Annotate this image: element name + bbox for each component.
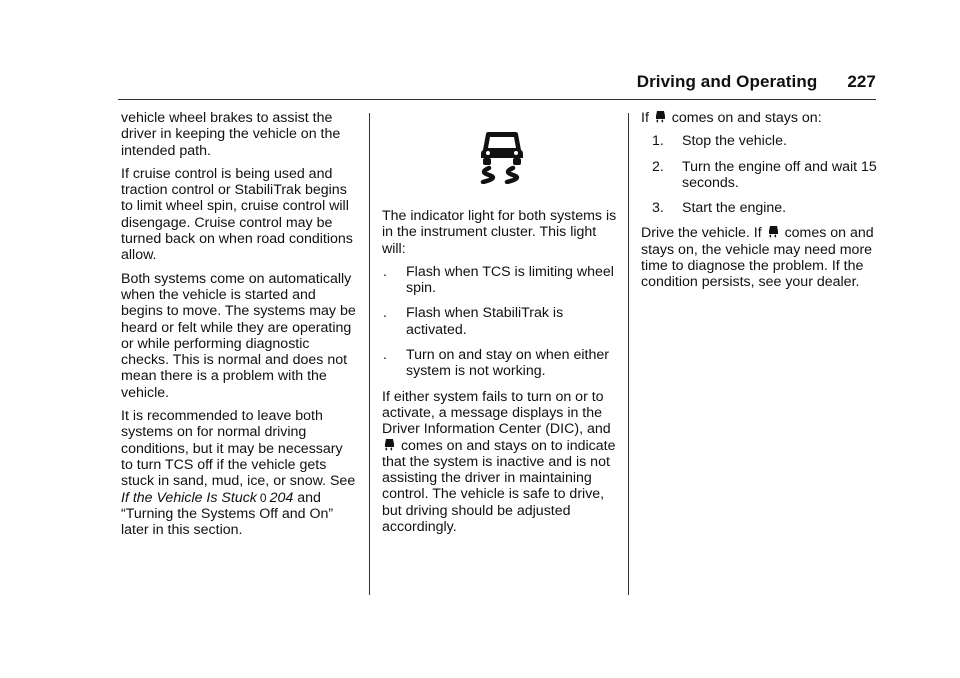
paragraph: vehicle wheel brakes to assist the driver in keeping the vehicle on the intended path. — [121, 110, 341, 159]
bullet-marker: . — [383, 347, 387, 364]
page-ref-symbol: 0 — [259, 490, 267, 505]
cross-reference-page: 204 — [269, 489, 294, 506]
list-item — [641, 159, 877, 192]
step-number: 2. — [652, 158, 664, 175]
column-left — [121, 110, 357, 545]
cross-reference-link[interactable]: If the Vehicle Is Stuck — [121, 489, 257, 506]
list-item-text: Flash when StabiliTrak is activated. — [406, 305, 564, 338]
paragraph — [382, 389, 618, 536]
paragraph-text: It is recommended to leave both systems on for normal driving conditions, but it may be necessary to turn TCS off if the vehicle gets stuck in sand, mud, ice, or snow. See — [121, 408, 356, 490]
list-item — [382, 264, 618, 297]
list-item — [382, 305, 618, 338]
paragraph — [641, 225, 877, 290]
list-item-text: Turn on and stay on when either system is not working. — [406, 347, 609, 380]
paragraph-text: If either system fails to turn on or to activate, a message displays in the Driver Information Center (DIC), and — [382, 388, 611, 438]
bullet-marker: . — [383, 263, 387, 280]
bullet-marker: . — [383, 305, 387, 322]
header-rule — [118, 99, 876, 100]
paragraph-text: comes on and stays on: — [671, 110, 822, 126]
paragraph — [121, 408, 357, 538]
paragraph: If cruise control is being used and traction control or StabiliTrak begins to limit wheel spin, cruise control will disengage. Cruise control may be turned back on when road conditions allow. — [121, 165, 353, 264]
column-right — [641, 110, 877, 298]
paragraph-text: and “Turning the Systems Off and On” later in this section. — [121, 489, 334, 539]
list-item — [641, 133, 877, 149]
column-middle — [382, 110, 618, 542]
step-text: Stop the vehicle. — [682, 133, 787, 150]
paragraph: The indicator light for both systems is in the instrument cluster. This light will: — [382, 208, 617, 257]
page-header — [637, 72, 876, 92]
step-number: 1. — [652, 133, 664, 150]
list-item — [382, 347, 618, 380]
traction-control-off-icon — [768, 225, 779, 238]
column-divider-1 — [369, 113, 370, 595]
section-title: Driving and Operating — [636, 72, 818, 91]
traction-control-off-icon — [384, 438, 395, 451]
list-item-text: Flash when TCS is limiting wheel spin. — [406, 263, 614, 297]
paragraph-text: comes on and stays on, the vehicle may need more time to diagnose the problem. If the condition persists, see your dealer. — [641, 225, 874, 291]
column-divider-2 — [628, 113, 629, 595]
paragraph-text: If — [641, 110, 649, 126]
paragraph — [641, 110, 877, 126]
paragraph-text: comes on and stays on to indicate that the system is inactive and is not assisting the driver in maintaining control. The vehicle is safe to drive, but driving should be adjusted accordingly. — [382, 437, 616, 536]
traction-control-skid-icon — [477, 130, 527, 184]
list-item — [641, 200, 877, 216]
step-text: Start the engine. — [682, 200, 787, 217]
paragraph-text: Drive the vehicle. If — [641, 225, 762, 242]
step-number: 3. — [652, 200, 664, 217]
traction-control-off-icon — [655, 110, 666, 123]
step-text: Turn the engine off and wait 15 seconds. — [682, 158, 877, 191]
paragraph: Both systems come on automatically when the vehicle is started and begins to move. The systems may be heard or felt while they are operating or while performing diagnostic checks. This is normal and does not mean there is a problem with the vehicle. — [121, 270, 356, 401]
page-number: 227 — [847, 72, 876, 91]
